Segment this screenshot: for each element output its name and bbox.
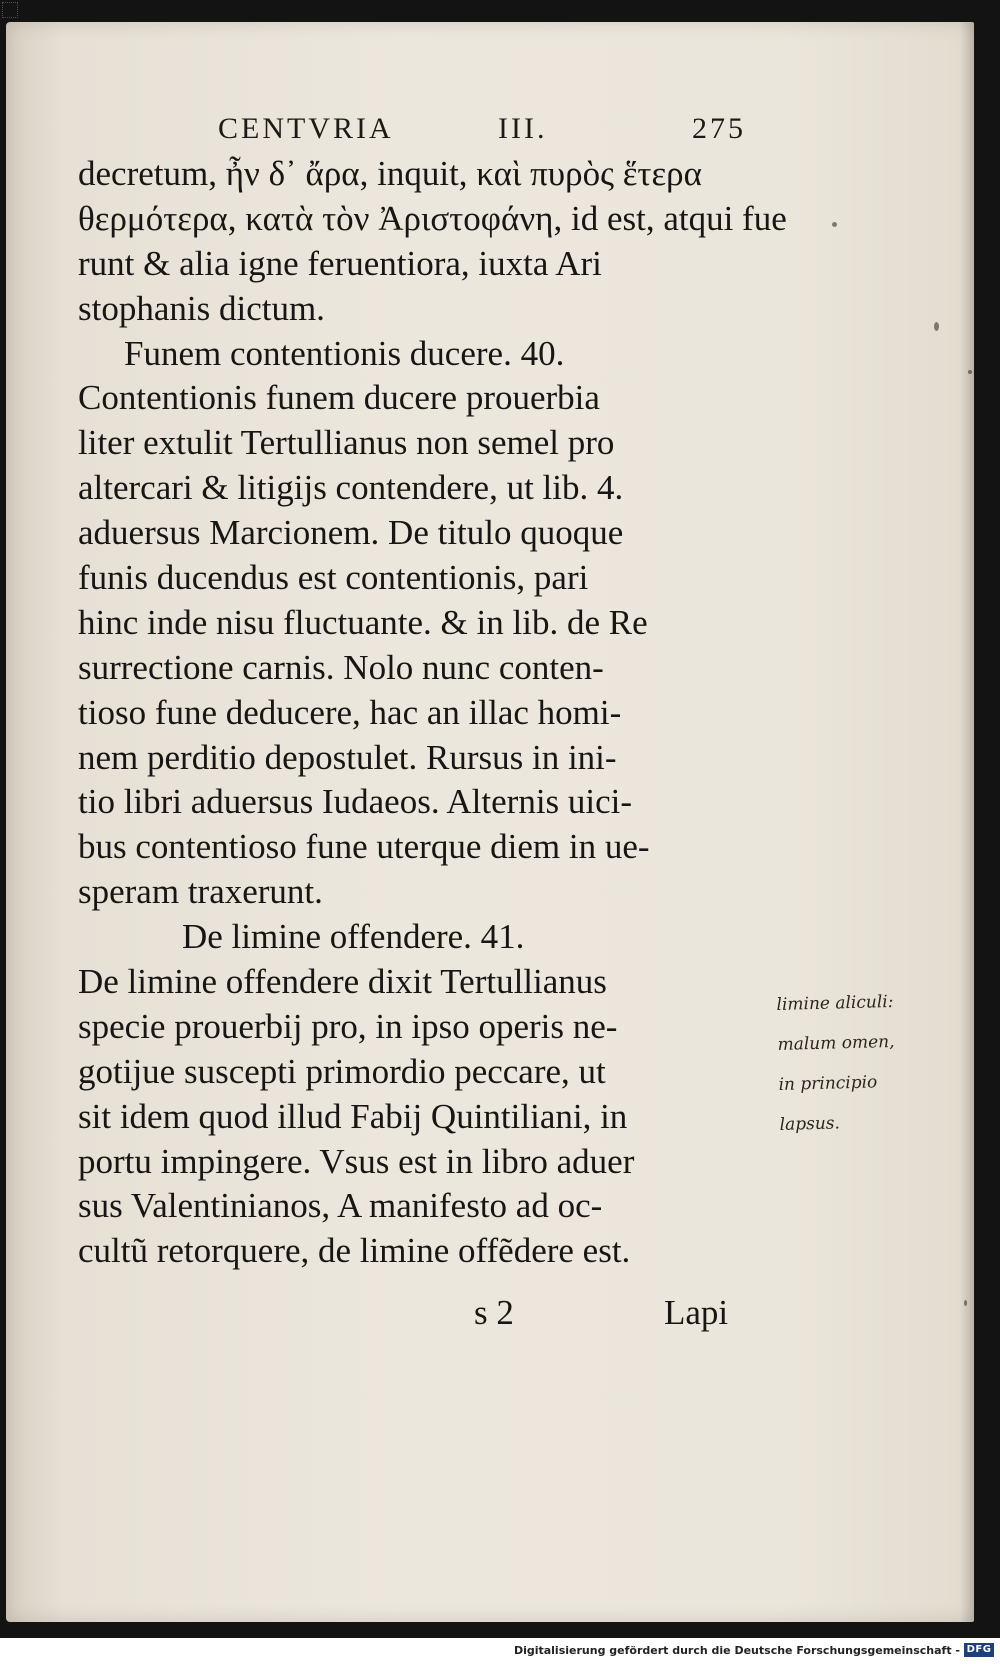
page-edge-shadow <box>960 22 974 1622</box>
text-line: gotijue suscepti primordio peccare, ut <box>78 1051 606 1091</box>
text-line: speram traxerunt. <box>78 872 323 912</box>
section-heading: De limine offendere. 41. <box>182 917 525 957</box>
text-line: nem perditio depostulet. Rursus in ini- <box>78 737 617 777</box>
body-text <box>78 152 787 1274</box>
running-head <box>218 112 778 152</box>
text-line: tioso fune deducere, hac an illac homi- <box>78 692 622 732</box>
text-line: specie prouerbij pro, in ipso operis ne- <box>78 1006 618 1046</box>
page-number: 275 <box>692 112 746 145</box>
text-line: runt & alia igne feruentiora, iuxta Ari <box>78 243 602 283</box>
text-line: hinc inde nisu fluctuante. & in lib. de Re <box>78 602 648 642</box>
text-line: tio libri aduersus Iudaeos. Alternis uici- <box>78 782 633 822</box>
text-line: liter extulit Tertullianus non semel pro <box>78 423 615 463</box>
text-line: surrectione carnis. Nolo nunc conten- <box>78 647 604 687</box>
text-line: sit idem quod illud Fabij Quintiliani, in <box>78 1096 628 1136</box>
text-line: stophanis dictum. <box>78 288 325 328</box>
ink-speck <box>934 322 939 331</box>
ink-speck <box>832 222 837 227</box>
text-line: De limine offendere dixit Tertullianus <box>78 962 607 1002</box>
marginal-note-line: limine aliculi: <box>776 991 894 1015</box>
text-line: cultũ retorquere, de limine offẽdere est. <box>78 1231 631 1271</box>
section-heading: Funem contentionis ducere. 40. <box>124 333 565 373</box>
scan-corner-marker <box>2 2 18 18</box>
text-line: sus Valentinianos, A manifesto ad oc- <box>78 1186 603 1226</box>
marginal-note-line: in principio <box>778 1072 878 1095</box>
text-line: aduersus Marcionem. De titulo quoque <box>78 513 624 553</box>
marginal-note-line: lapsus. <box>779 1113 841 1135</box>
text-line: Contentionis funem ducere prouerbia <box>78 378 600 418</box>
text-line: funis ducendus est contentionis, pari <box>78 558 589 598</box>
text-line: decretum, ἦν δ᾿ ἄρα, inquit, καὶ πυρὸς ἕτερα <box>78 154 702 193</box>
digitization-credit: Digitalisierung gefördert durch die Deutsche Forschungsgemeinschaft - <box>513 1644 960 1657</box>
text-line: altercari & litigijs contendere, ut lib. 4. <box>78 468 624 508</box>
catchword: Lapi <box>664 1293 729 1332</box>
running-head-title: CENTVRIA <box>218 112 394 145</box>
text-line: bus contentioso fune uterque diem in ue- <box>78 827 650 867</box>
marginal-note-line: malum omen, <box>777 1031 895 1055</box>
ink-speck <box>964 1300 967 1306</box>
running-head-century: III. <box>498 112 548 145</box>
handwritten-marginalia <box>776 980 976 1145</box>
text-line: portu impingere. Vsus est in libro aduer <box>78 1141 635 1181</box>
text-line: θερμότερα, κατὰ τὸν Ἀριστοφάνη, id est, atqui fue <box>78 198 787 238</box>
catchword-line <box>474 1293 774 1337</box>
signature-mark: s 2 <box>474 1293 514 1332</box>
ink-speck <box>968 370 972 374</box>
dfg-logo-icon: DFG <box>964 1643 994 1657</box>
